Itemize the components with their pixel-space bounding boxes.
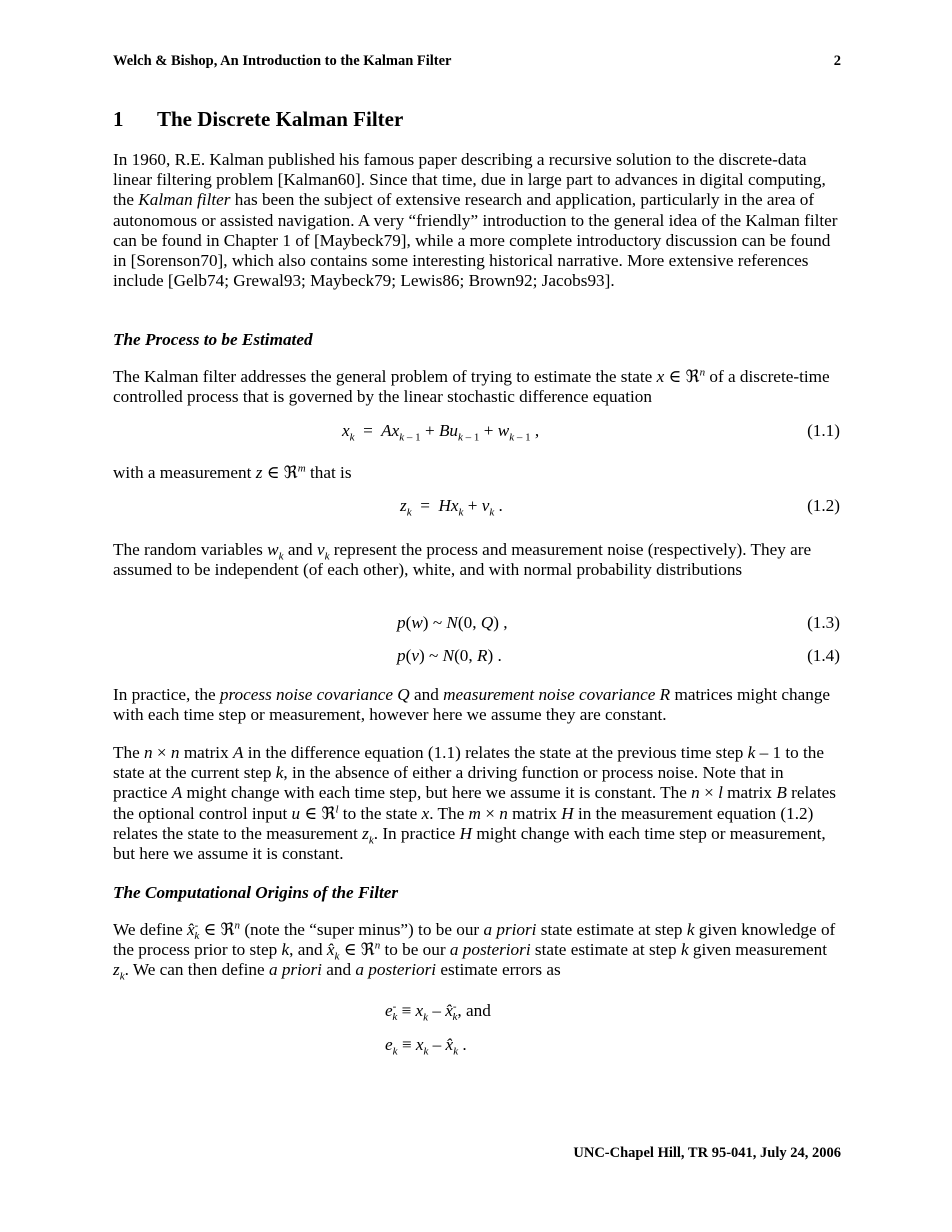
practice-text-a: In practice, the [113, 685, 220, 704]
intro-text-2: has been the subject of extensive research and application, particularly in the area of autonomous or assisted navigation. A very “friendly” introduction to the general idea of the Kalman filter can be found in Chapter 1 of [Maybeck79], while a more complete introductory discussion can be found in [Sorenson70], which also contains some interesting historical narrative. More extensive references include [Gelb74; Grewal93; Maybeck79; Lewis86; Brown92; Jacobs93]. [113, 190, 838, 291]
section-number: 1 [113, 107, 124, 131]
equation-number-1-2: (1.2) [807, 496, 840, 515]
random-variables-paragraph: The random variables $w_k$ and $v_k$ represent the process and measurement noise (respectively). They are assumed to be independent (of each other), white, and with normal probability distributions [113, 540, 812, 580]
process-text-b: of a discrete-time controlled process that is governed by the linear stochastic difference equation [113, 367, 830, 407]
matrix-text-k: matrix [507, 803, 562, 823]
practice-text-b: and [409, 685, 444, 704]
origins-text-b: (note the “super minus”) to be our [240, 920, 484, 939]
subheading-process: The Process to be Estimated [113, 330, 313, 349]
section-title-text: The Discrete Kalman Filter [157, 107, 404, 131]
intro-text-1: In 1960, R.E. Kalman published his famous paper describing a recursive solution to the discrete-data linear filtering problem [Kalman60]. Since that time, due in large part to advances in digital computing, the [113, 150, 826, 210]
intro-italic-term: Kalman filter [138, 190, 231, 210]
equation-number-1-1: (1.1) [807, 421, 840, 440]
origins-paragraph: We define $x̂^-_k$ ∈ ℜ$^n$ (note the “super minus”) to be our a priori state estimate at step k given knowledge of the process prior to step k, and $x̂_k$ ∈ ℜ$^n$ to be our a posteriori state estimate at step k given measurement $z_k$. We can then define a priori and a posteriori estimate errors as [113, 919, 836, 983]
matrix-paragraph: The n × n matrix A in the difference equation (1.1) relates the state at the previous time step k – 1 to the state at the current step k, in the absence of either a driving function or process noise. Note that in practice A might change with each time step, but here we assume it is constant. The n × l matrix B relates the optional control input u ∈ ℜ$^l$ to the state x. The m × n matrix H in the measurement equation (1.2) relates the state to the measurement $z_k$. In practice H might change with each time step or measurement, but here we assume it is constant. [113, 743, 836, 864]
origins-text-and: and [321, 960, 356, 980]
matrix-text-j: . The [429, 803, 469, 823]
origins-text-c: state estimate at step [536, 920, 687, 939]
origins-text-f: to be our [380, 940, 450, 960]
equation-number-1-3: (1.3) [807, 613, 840, 632]
section-title [113, 107, 403, 132]
intro-paragraph [113, 150, 839, 291]
origins-italic-4: a posteriori [355, 960, 437, 980]
matrix-text-c: in the difference equation (1.1) relates the state at the previous time step [243, 743, 748, 762]
origins-text-d: given knowledge of the process prior to step [113, 920, 836, 960]
origins-text-h: given measurement [688, 940, 828, 960]
equation-1-3: p(w) ~ N(0, Q) , [397, 613, 508, 632]
process-text-a: The Kalman filter addresses the general problem of trying to estimate the state [113, 367, 657, 386]
equation-number-1-4: (1.4) [807, 646, 840, 665]
origins-text-a: We define [113, 920, 188, 939]
matrix-text-e: , in the absence of either a driving function or process noise. Note that in practice [113, 763, 784, 803]
measurement-line: with a measurement z ∈ ℜ$^m$ that is [113, 462, 352, 482]
equation-1-2: $z_k = Hx_k + v_k$ . [400, 496, 503, 519]
origins-italic-3: a priori [268, 960, 322, 980]
practice-paragraph: In practice, the process noise covariance Q and measurement noise covariance R matrices might change with each time step or measurement, however here we assume they are constant. [113, 685, 831, 725]
origins-text-l: estimate errors as [436, 960, 561, 980]
measurement-text-a: with a measurement [113, 463, 256, 482]
matrix-text-f: might change with each time step, but here we assume it is constant. The [182, 783, 692, 803]
measurement-text-b: that is [305, 463, 352, 482]
running-header-title: Welch & Bishop, An Introduction to the Kalman Filter [113, 53, 452, 69]
rv-text-b: represent the process and measurement noise (respectively). They are assumed to be independent (of each other), white, and with normal probability distributions [113, 540, 812, 580]
practice-text-c: matrices might change with each time step or measurement, however here we assume they are constant. [113, 685, 831, 725]
error-equation-prior: $e^-_k \equiv x_k$ – $x̂^-_k$, and [385, 1000, 491, 1024]
matrix-text-m: . In practice [373, 823, 460, 843]
matrix-text-l: in the measurement equation (1.2) relates the state to the measurement [113, 803, 814, 843]
process-paragraph: The Kalman filter addresses the general problem of trying to estimate the state x ∈ ℜ$^n$ of a discrete-time controlled process that is governed by the linear stochastic difference equation [113, 366, 830, 407]
matrix-text-b: matrix [179, 743, 233, 762]
matrix-text-a: The [113, 743, 145, 762]
equation-1-4: p(v) ~ N(0, R) . [397, 646, 502, 665]
equation-1-1: $x_k = Ax_{k - 1} + Bu_{k - 1} + w_{k - 1}$ , [342, 421, 540, 444]
and-text: , and [457, 1001, 491, 1020]
rv-text-a: The random variables [113, 540, 268, 559]
matrix-text-n: might change with each time step or measurement, but here we assume it is constant. [113, 823, 826, 864]
origins-text-j: . We can then define [124, 960, 269, 980]
matrix-text-g: matrix [722, 783, 777, 803]
error-equation-posterior: $e_k \equiv x_k$ – $x̂_k$ . [385, 1035, 467, 1058]
matrix-text-d: to the state at the current step [113, 743, 825, 783]
origins-text-e: , and [289, 940, 327, 960]
rv-text-and: and [283, 540, 317, 559]
footer-citation: UNC-Chapel Hill, TR 95-041, July 24, 2006 [573, 1145, 841, 1161]
page-number: 2 [833, 53, 841, 69]
subheading-origins: The Computational Origins of the Filter [113, 883, 399, 902]
origins-italic-1: a priori [483, 920, 537, 939]
practice-italic-1: process noise covariance [219, 685, 393, 704]
practice-italic-2: measurement noise covariance [443, 685, 656, 704]
origins-text-g: state estimate at step [530, 940, 681, 960]
matrix-text-h: relates the optional control input [113, 783, 836, 823]
origins-italic-2: a posteriori [449, 940, 531, 960]
matrix-text-i: to the state [338, 803, 422, 823]
